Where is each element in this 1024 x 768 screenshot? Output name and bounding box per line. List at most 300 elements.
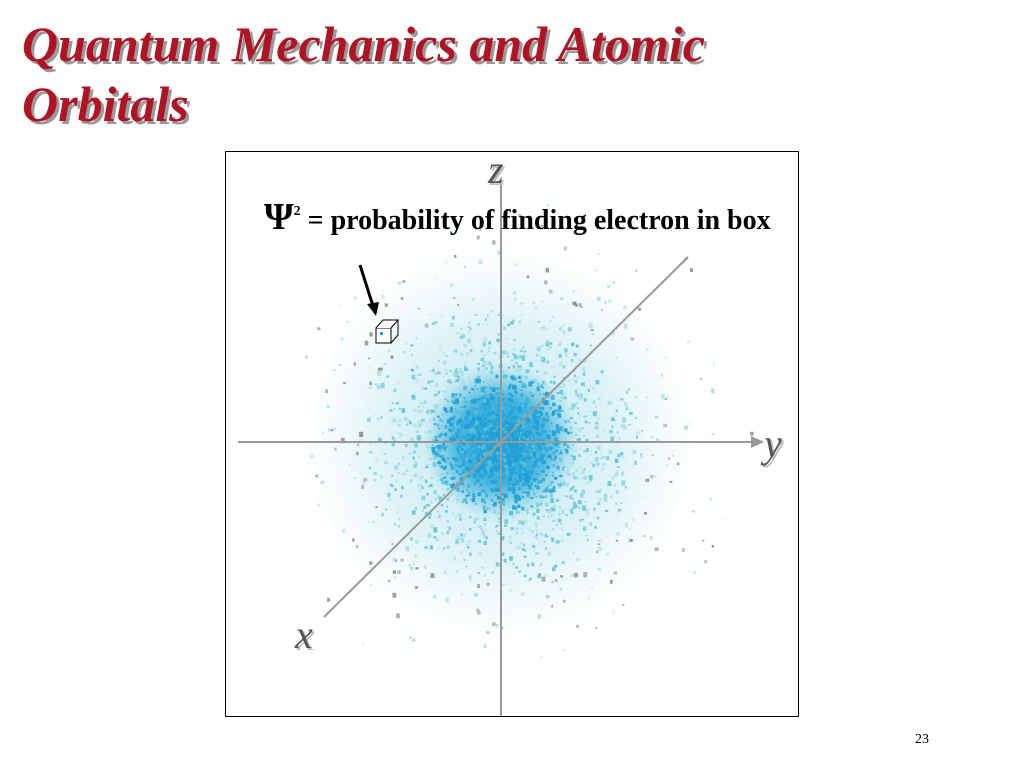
electron-probability-dot — [577, 412, 579, 414]
electron-probability-dot — [477, 323, 480, 326]
electron-probability-dot — [414, 443, 417, 448]
electron-probability-dot — [524, 464, 527, 467]
electron-probability-dot — [524, 556, 526, 558]
electron-probability-dot — [589, 481, 591, 483]
electron-probability-dot — [576, 558, 580, 561]
electron-probability-dot — [362, 643, 364, 645]
electron-probability-dot — [511, 423, 513, 425]
electron-probability-dot — [559, 327, 562, 330]
electron-probability-dot — [441, 504, 444, 507]
electron-probability-dot — [404, 417, 408, 421]
electron-probability-dot — [480, 358, 484, 361]
electron-probability-dot — [588, 598, 590, 600]
electron-probability-dot — [492, 432, 495, 435]
electron-probability-dot — [578, 360, 581, 362]
electron-probability-dot — [388, 498, 392, 502]
electron-probability-dot — [473, 474, 477, 479]
electron-probability-dot — [506, 446, 509, 448]
electron-probability-dot — [432, 447, 434, 449]
electron-probability-dot — [677, 463, 679, 466]
electron-probability-dot — [483, 518, 485, 520]
electron-probability-dot — [477, 416, 480, 420]
electron-probability-dot — [575, 434, 578, 436]
electron-probability-dot — [547, 340, 549, 341]
electron-probability-dot — [461, 424, 464, 428]
electron-probability-dot — [598, 540, 601, 542]
electron-probability-dot — [418, 308, 420, 309]
electron-probability-dot — [583, 371, 586, 373]
electron-probability-dot — [421, 419, 425, 422]
electron-probability-dot — [481, 397, 483, 399]
electron-probability-dot — [582, 369, 585, 371]
electron-probability-dot — [489, 361, 492, 363]
electron-probability-dot — [368, 409, 370, 410]
electron-probability-dot — [538, 437, 540, 439]
electron-probability-dot — [433, 490, 437, 494]
electron-probability-dot — [635, 417, 637, 419]
electron-probability-dot — [574, 422, 577, 424]
electron-probability-dot — [509, 414, 512, 416]
electron-probability-dot — [410, 537, 413, 541]
electron-probability-dot — [556, 446, 558, 447]
electron-probability-dot — [455, 394, 458, 396]
electron-probability-dot — [535, 412, 538, 415]
electron-probability-dot — [512, 517, 515, 520]
electron-probability-dot — [654, 476, 657, 478]
electron-probability-dot — [610, 402, 613, 404]
electron-probability-dot — [591, 454, 593, 457]
electron-probability-dot — [415, 567, 418, 569]
electron-probability-dot — [508, 478, 512, 481]
electron-probability-dot — [589, 471, 591, 473]
electron-probability-dot — [456, 470, 459, 473]
electron-probability-dot — [349, 464, 351, 466]
electron-probability-dot — [650, 475, 653, 478]
electron-probability-dot — [583, 367, 585, 369]
electron-probability-dot — [572, 485, 574, 488]
electron-probability-dot — [537, 386, 539, 388]
electron-probability-dot — [486, 353, 488, 355]
electron-probability-dot — [531, 323, 533, 325]
electron-probability-dot — [483, 452, 487, 455]
electron-probability-dot — [459, 309, 461, 310]
electron-probability-dot — [469, 575, 472, 579]
electron-probability-dot — [457, 429, 460, 433]
electron-probability-dot — [506, 425, 508, 427]
electron-probability-dot — [458, 513, 462, 517]
electron-probability-dot — [605, 456, 609, 460]
electron-probability-dot — [516, 532, 519, 535]
electron-probability-dot — [583, 573, 585, 575]
electron-probability-dot — [452, 511, 454, 514]
electron-probability-dot — [446, 262, 448, 263]
electron-probability-dot — [418, 485, 420, 487]
electron-probability-dot — [568, 420, 571, 423]
electron-probability-dot — [514, 412, 516, 414]
electron-probability-dot — [495, 458, 497, 460]
electron-probability-dot — [556, 429, 560, 433]
electron-probability-dot — [497, 414, 499, 416]
electron-probability-dot — [456, 501, 458, 503]
electron-probability-dot — [528, 457, 532, 460]
electron-probability-dot — [579, 303, 582, 306]
electron-probability-dot — [601, 370, 604, 373]
electron-probability-dot — [652, 454, 654, 456]
electron-probability-dot — [565, 448, 568, 450]
electron-probability-dot — [356, 452, 359, 455]
electron-probability-dot — [574, 375, 576, 377]
electron-probability-dot — [477, 400, 479, 402]
electron-probability-dot — [520, 390, 522, 392]
electron-probability-dot — [548, 512, 552, 514]
electron-probability-dot — [549, 320, 552, 322]
electron-probability-dot — [468, 493, 470, 496]
electron-probability-dot — [521, 415, 524, 418]
electron-probability-dot — [552, 472, 554, 473]
electron-probability-dot — [517, 453, 519, 455]
electron-probability-dot — [381, 416, 383, 418]
electron-probability-dot — [450, 323, 454, 327]
electron-probability-dot — [590, 385, 592, 387]
electron-probability-dot — [477, 454, 479, 456]
electron-probability-dot — [583, 373, 585, 376]
electron-probability-dot — [529, 580, 531, 581]
electron-probability-dot — [524, 351, 526, 352]
electron-probability-dot — [464, 367, 468, 371]
electron-probability-dot — [567, 467, 570, 470]
slide-title-line-1: Quantum Mechanics and Atomic — [22, 16, 705, 72]
electron-probability-dot — [655, 548, 659, 551]
electron-probability-dot — [550, 422, 552, 424]
electron-probability-dot — [486, 431, 489, 435]
electron-probability-dot — [467, 330, 470, 333]
electron-probability-dot — [398, 422, 400, 423]
electron-probability-dot — [481, 489, 484, 491]
electron-probability-dot — [427, 493, 429, 496]
electron-probability-dot — [577, 376, 580, 379]
electron-probability-dot — [519, 381, 522, 383]
electron-probability-dot — [429, 314, 431, 315]
electron-probability-dot — [377, 371, 381, 376]
electron-probability-dot — [397, 570, 400, 574]
electron-probability-dot — [511, 437, 514, 440]
electron-probability-dot — [325, 389, 328, 393]
electron-probability-dot — [542, 381, 545, 385]
electron-probability-dot — [399, 408, 401, 410]
electron-probability-dot — [430, 458, 432, 460]
electron-probability-dot — [485, 367, 488, 370]
electron-probability-dot — [488, 405, 490, 407]
electron-probability-dot — [586, 535, 588, 536]
electron-probability-dot — [427, 533, 431, 538]
electron-probability-dot — [517, 449, 521, 452]
electron-probability-dot — [473, 445, 475, 446]
electron-probability-dot — [496, 624, 499, 627]
electron-probability-dot — [464, 559, 466, 561]
electron-probability-dot — [546, 268, 550, 273]
electron-probability-dot — [644, 535, 646, 537]
electron-probability-dot — [426, 411, 428, 413]
electron-probability-dot — [496, 375, 498, 378]
electron-probability-dot — [504, 428, 508, 431]
electron-probability-dot — [558, 513, 560, 515]
electron-probability-dot — [481, 530, 485, 534]
electron-probability-dot — [512, 563, 514, 566]
electron-probability-dot — [430, 484, 433, 487]
electron-probability-dot — [471, 455, 473, 458]
electron-probability-dot — [394, 465, 398, 469]
electron-probability-dot — [522, 470, 525, 473]
electron-probability-dot — [552, 403, 556, 407]
electron-probability-dot — [454, 408, 458, 411]
electron-probability-dot — [564, 420, 566, 423]
electron-probability-dot — [451, 426, 453, 429]
electron-probability-dot — [459, 445, 462, 448]
electron-probability-dot — [460, 382, 463, 386]
electron-probability-dot — [522, 346, 525, 349]
electron-probability-dot — [630, 539, 633, 542]
electron-probability-dot — [592, 333, 595, 336]
electron-probability-dot — [374, 472, 377, 475]
electron-probability-dot — [465, 565, 467, 567]
electron-probability-dot — [478, 492, 482, 496]
electron-probability-dot — [548, 468, 550, 470]
electron-probability-dot — [694, 571, 696, 574]
electron-probability-dot — [537, 538, 539, 540]
electron-probability-dot — [687, 341, 690, 344]
electron-probability-dot — [575, 303, 578, 306]
electron-probability-dot — [571, 574, 574, 577]
electron-probability-dot — [611, 426, 613, 428]
electron-probability-dot — [496, 562, 500, 566]
electron-probability-dot — [589, 323, 593, 329]
electron-probability-dot — [529, 494, 531, 497]
electron-probability-dot — [470, 579, 472, 581]
electron-probability-dot — [502, 501, 505, 505]
electron-probability-dot — [405, 469, 408, 472]
electron-probability-dot — [484, 575, 486, 577]
electron-probability-dot — [524, 432, 527, 436]
electron-probability-dot — [552, 488, 555, 493]
electron-probability-dot — [415, 337, 417, 339]
electron-probability-dot — [504, 525, 507, 527]
electron-probability-dot — [592, 464, 595, 467]
electron-probability-dot — [570, 426, 573, 429]
electron-probability-dot — [575, 380, 578, 382]
electron-probability-dot — [593, 411, 597, 416]
electron-probability-dot — [397, 424, 400, 427]
electron-probability-dot — [678, 404, 680, 405]
electron-probability-dot — [498, 534, 500, 536]
electron-probability-dot — [397, 511, 399, 513]
electron-probability-dot — [553, 505, 556, 507]
electron-probability-dot — [517, 505, 521, 508]
electron-probability-dot — [504, 487, 507, 489]
electron-probability-dot — [618, 438, 620, 440]
electron-probability-dot — [534, 511, 536, 513]
electron-probability-dot — [504, 391, 506, 393]
electron-probability-dot — [536, 477, 539, 480]
electron-probability-dot — [483, 541, 487, 545]
electron-probability-dot — [533, 454, 536, 456]
electron-probability-dot — [441, 315, 443, 317]
electron-probability-dot — [510, 394, 512, 396]
electron-probability-dot — [489, 348, 491, 349]
electron-probability-dot — [580, 306, 583, 308]
electron-probability-dot — [563, 325, 565, 326]
electron-probability-dot — [484, 644, 487, 648]
electron-probability-dot — [571, 461, 575, 465]
electron-probability-dot — [410, 637, 412, 638]
electron-probability-dot — [417, 420, 420, 424]
electron-probability-dot — [504, 494, 508, 498]
electron-probability-dot — [446, 498, 449, 500]
electron-probability-dot — [396, 402, 399, 404]
electron-probability-dot — [526, 510, 528, 513]
electron-probability-dot — [441, 465, 444, 468]
electron-probability-dot — [457, 304, 459, 306]
electron-probability-dot — [492, 491, 494, 493]
electron-probability-dot — [333, 369, 335, 371]
electron-probability-dot — [375, 459, 377, 462]
electron-probability-dot — [710, 498, 712, 500]
electron-probability-dot — [486, 435, 488, 437]
electron-probability-dot — [623, 604, 625, 606]
electron-probability-dot — [615, 502, 617, 505]
electron-probability-dot — [435, 373, 437, 375]
electron-probability-dot — [550, 407, 553, 410]
electron-probability-dot — [661, 374, 663, 377]
slide-title-line-2: Orbitals — [22, 76, 189, 132]
electron-probability-dot — [432, 369, 435, 372]
electron-probability-dot — [367, 418, 371, 422]
electron-probability-dot — [401, 559, 404, 562]
electron-probability-dot — [690, 268, 693, 272]
electron-probability-dot — [363, 487, 365, 489]
electron-probability-dot — [418, 406, 420, 408]
electron-probability-dot — [549, 290, 553, 294]
electron-probability-dot — [491, 310, 493, 312]
electron-probability-dot — [483, 434, 486, 437]
electron-probability-dot — [508, 539, 512, 542]
electron-probability-dot — [530, 452, 534, 456]
electron-probability-dot — [574, 490, 577, 493]
electron-probability-dot — [557, 413, 560, 416]
electron-probability-dot — [490, 454, 492, 457]
electron-probability-dot — [502, 509, 504, 510]
electron-probability-dot — [394, 418, 397, 422]
electron-probability-dot — [481, 350, 483, 352]
electron-probability-dot — [689, 423, 691, 424]
electron-probability-dot — [520, 350, 524, 352]
electron-probability-dot — [394, 576, 396, 579]
electron-probability-dot — [551, 447, 553, 449]
electron-probability-dot — [597, 297, 601, 301]
electron-probability-dot — [552, 443, 554, 445]
electron-probability-dot — [444, 408, 448, 412]
electron-probability-dot — [429, 371, 431, 373]
electron-probability-dot — [453, 473, 455, 475]
electron-probability-dot — [466, 489, 469, 491]
electron-probability-dot — [557, 418, 559, 420]
electron-probability-dot — [616, 532, 620, 536]
electron-probability-dot — [440, 390, 444, 392]
electron-probability-dot — [598, 544, 601, 546]
electron-probability-dot — [663, 424, 667, 427]
electron-probability-dot — [421, 410, 424, 412]
electron-probability-dot — [454, 450, 458, 454]
electron-probability-dot — [510, 398, 514, 402]
electron-probability-dot — [585, 509, 587, 511]
electron-probability-dot — [431, 573, 435, 578]
electron-probability-dot — [512, 467, 515, 472]
electron-probability-dot — [521, 521, 524, 525]
electron-probability-dot — [578, 507, 581, 509]
electron-probability-dot — [635, 396, 637, 398]
electron-probability-dot — [565, 354, 567, 357]
electron-probability-dot — [542, 417, 546, 422]
electron-probability-dot — [492, 421, 494, 423]
electron-probability-dot — [352, 539, 354, 542]
electron-probability-dot — [521, 450, 523, 452]
electron-probability-dot — [398, 518, 401, 521]
electron-probability-dot — [537, 480, 540, 483]
electron-probability-dot — [612, 612, 614, 614]
electron-probability-dot — [488, 476, 491, 479]
electron-probability-dot — [497, 427, 499, 429]
electron-probability-dot — [533, 493, 535, 496]
electron-probability-dot — [425, 323, 429, 327]
electron-probability-dot — [540, 356, 543, 360]
electron-probability-dot — [391, 355, 394, 359]
electron-probability-dot — [457, 450, 459, 452]
electron-probability-dot — [536, 502, 540, 506]
electron-probability-dot — [470, 349, 472, 352]
caption-text: = probability of finding electron in box — [300, 205, 771, 236]
electron-probability-dot — [412, 375, 416, 380]
electron-probability-dot — [416, 431, 419, 433]
electron-probability-dot — [464, 266, 466, 268]
electron-probability-dot — [559, 364, 562, 367]
electron-probability-dot — [444, 571, 447, 575]
electron-probability-dot — [576, 427, 579, 430]
electron-probability-dot — [558, 409, 562, 413]
electron-probability-dot — [624, 323, 628, 328]
electron-probability-dot — [585, 421, 588, 424]
electron-probability-dot — [331, 429, 333, 431]
electron-probability-dot — [466, 424, 469, 427]
electron-probability-dot — [502, 449, 505, 451]
electron-probability-dot — [533, 302, 535, 304]
electron-probability-dot — [486, 398, 488, 400]
electron-probability-dot — [509, 589, 512, 592]
electron-probability-dot — [521, 528, 523, 530]
electron-probability-dot — [543, 393, 546, 396]
electron-probability-dot — [553, 366, 555, 368]
electron-probability-dot — [514, 339, 516, 341]
electron-probability-dot — [539, 421, 541, 423]
electron-probability-dot — [479, 457, 481, 459]
electron-probability-dot — [418, 502, 420, 504]
electron-probability-dot — [493, 416, 497, 420]
electron-probability-dot — [558, 519, 561, 523]
electron-probability-dot — [599, 397, 602, 399]
electron-probability-dot — [397, 382, 399, 384]
electron-probability-dot — [597, 463, 600, 465]
electron-probability-dot — [470, 422, 473, 426]
electron-probability-dot — [636, 270, 638, 272]
electron-probability-dot — [591, 329, 594, 331]
